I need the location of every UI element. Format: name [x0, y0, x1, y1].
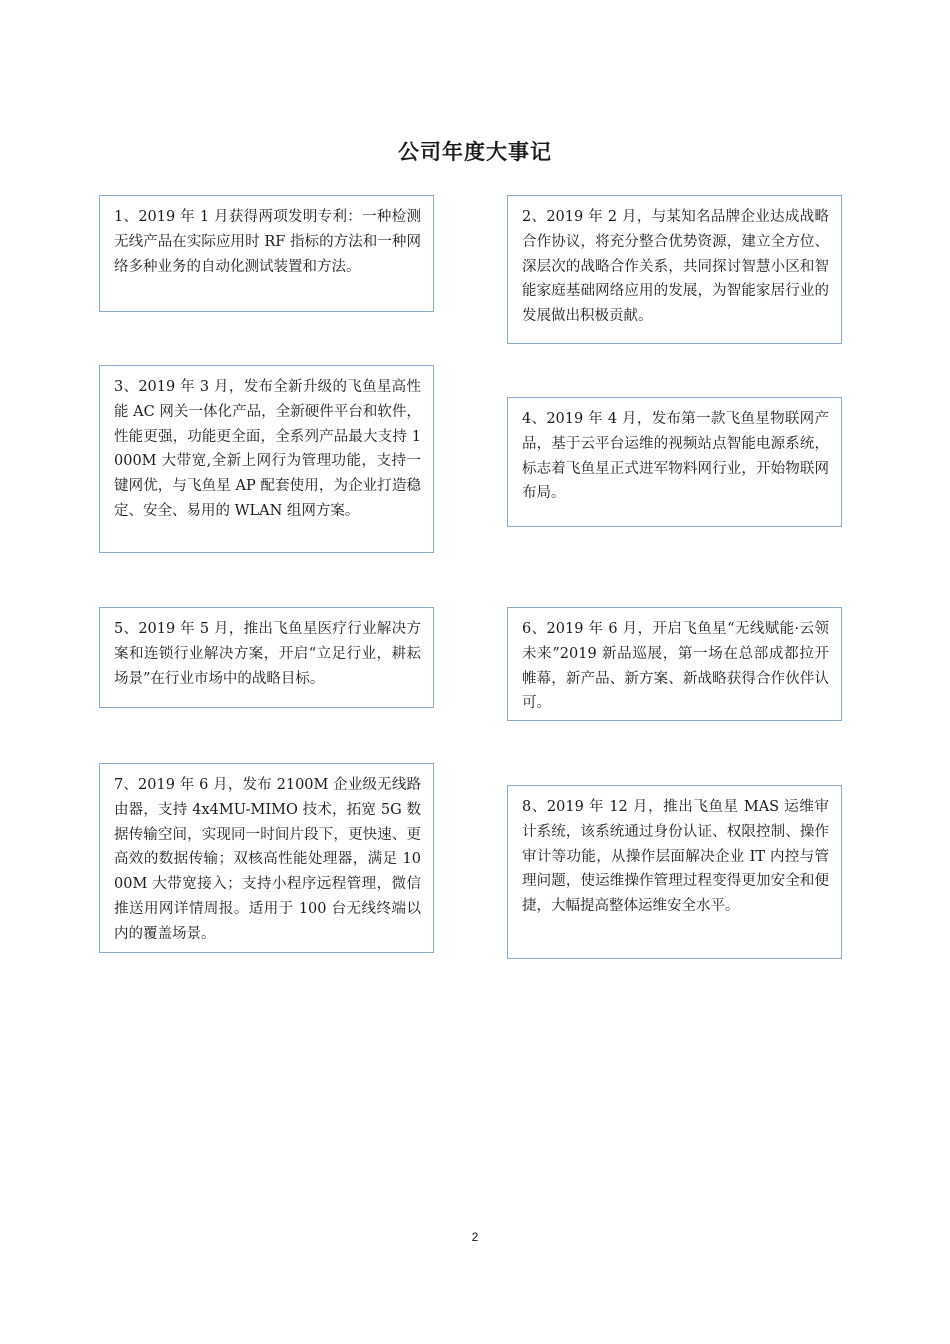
event-box-5 [99, 607, 434, 708]
event-text: 5、2019 年 5 月，推出飞鱼星医疗行业解决方案和连锁行业解决方案，开启“立足行业，耕耘场景”在行业市场中的战略目标。 [114, 621, 421, 687]
page-title: 公司年度大事记 [398, 140, 552, 164]
event-text: 7、2019 年 6 月，发布 2100M 企业级无线路由器，支持 4x4MU-MIMO 技术，拓宽 5G 数据传输空间，实现同一时间片段下，更快速、更高效的数据传输；双核高性能处理器，满足 1000M 大带宽接入；支持小程序远程管理，微信推送用网详情周报。适用于 100 台无线终端以内的覆盖场景。 [114, 777, 421, 942]
event-box-2 [507, 195, 842, 344]
event-box-8 [507, 785, 842, 959]
event-box-6 [507, 607, 842, 721]
page-number: 2 [471, 1230, 479, 1244]
event-text: 8、2019 年 12 月，推出飞鱼星 MAS 运维审计系统，该系统通过身份认证、权限控制、操作审计等功能，从操作层面解决企业 IT 内控与管理问题，使运维操作管理过程变得更加安全和便捷，大幅提高整体运维安全水平。 [522, 799, 829, 915]
event-text: 2、2019 年 2 月，与某知名品牌企业达成战略合作协议，将充分整合优势资源，建立全方位、深层次的战略合作关系，共同探讨智慧小区和智能家庭基础网络应用的发展，为智能家居行业的发展做出积极贡献。 [522, 209, 829, 325]
event-text: 6、2019 年 6 月，开启飞鱼星“无线赋能·云领未来”2019 新品巡展，第一场在总部成都拉开帷幕，新产品、新方案、新战略获得合作伙伴认可。 [522, 621, 829, 712]
event-box-4 [507, 397, 842, 527]
event-box-3 [99, 365, 434, 553]
event-box-1 [99, 195, 434, 312]
event-text: 4、2019 年 4 月，发布第一款飞鱼星物联网产品，基于云平台运维的视频站点智能电源系统，标志着飞鱼星正式进军物料网行业，开始物联网布局。 [522, 411, 829, 502]
event-text: 3、2019 年 3 月，发布全新升级的飞鱼星高性能 AC 网关一体化产品，全新硬件平台和软件，性能更强，功能更全面，全系列产品最大支持 1000M 大带宽,全新上网行为管理功能，支持一键网优，与飞鱼星 AP 配套使用，为企业打造稳定、安全、易用的 WLAN 组网方案。 [114, 379, 421, 519]
event-box-7 [99, 763, 434, 953]
event-text: 1、2019 年 1 月获得两项发明专利：一种检测无线产品在实际应用时 RF 指标的方法和一种网络多种业务的自动化测试装置和方法。 [114, 209, 421, 275]
